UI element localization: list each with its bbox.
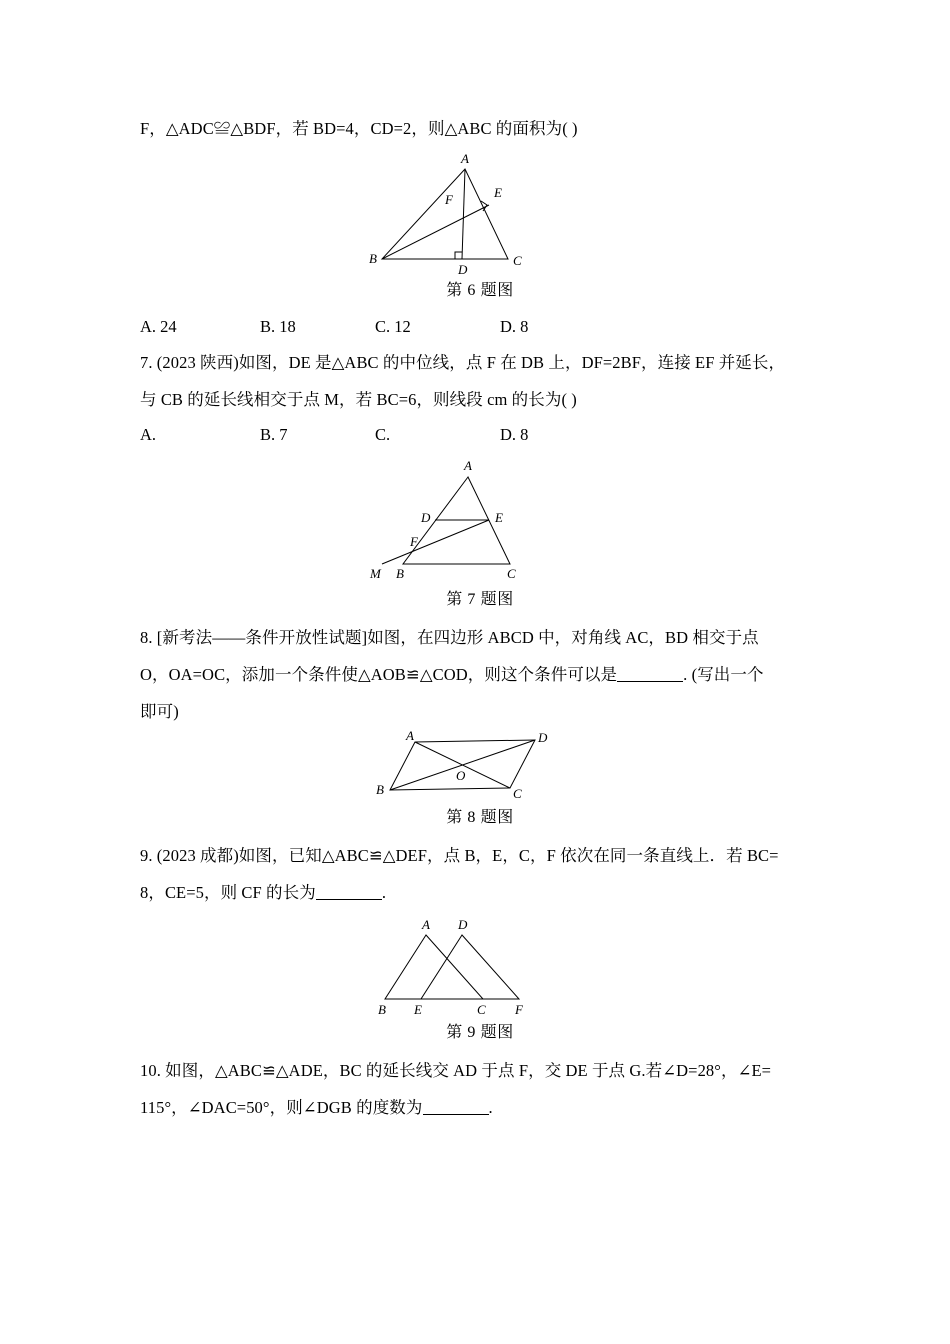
question-7-line-2: 与 CB 的延长线相交于点 M，若 BC=6，则线段 cm 的长为( ) [140, 390, 577, 409]
option-7-c[interactable]: C. [375, 425, 391, 444]
triangle-abc-outline [382, 169, 508, 259]
label-b: B [396, 566, 404, 581]
figure-question-7 [140, 452, 820, 584]
label-f: F [410, 534, 418, 549]
label-a: A [464, 458, 472, 473]
label-b: B [376, 782, 384, 797]
option-6-a[interactable]: A. 24 [140, 317, 177, 336]
question-10-line-2 [140, 1089, 820, 1126]
question-10-line-2-post: . [488, 1098, 493, 1117]
label-d: D [421, 510, 431, 525]
question-7-line-1: 7. (2023 陕西)如图，DE 是△ABC 的中位线，点 F 在 DB 上，DF=2BF，连接 EF 并延长， [140, 353, 786, 372]
answer-blank-8[interactable] [617, 666, 683, 682]
figure-6-svg [350, 147, 610, 275]
option-7-b[interactable]: B. 7 [260, 425, 288, 444]
label-a: A [422, 917, 430, 932]
label-a: A [406, 730, 414, 743]
question-6-options [140, 310, 820, 344]
label-f: F [445, 192, 453, 207]
question-10-line-2-pre: 115°，∠DAC=50°，则∠DGB 的度数为 [140, 1098, 423, 1117]
page-content [140, 110, 820, 1126]
right-angle-mark-e [481, 201, 487, 211]
right-angle-mark-d [455, 252, 462, 259]
figure-9-svg [350, 911, 610, 1017]
triangle-abc-outline [385, 935, 483, 999]
figure-6-caption: 第 6 题图 [446, 282, 514, 299]
label-b: B [378, 1002, 386, 1017]
triangle-def-outline [421, 935, 519, 999]
segment-be [382, 205, 489, 259]
label-c: C [513, 253, 522, 268]
question-6-continuation-text: F，△ADC≌△BDF，若 BD=4，CD=2，则△ABC 的面积为( ) [140, 119, 578, 138]
label-d: D [458, 262, 468, 275]
label-c: C [507, 566, 516, 581]
question-8-line-1: 8. [新考法——条件开放性试题]如图，在四边形 ABCD 中，对角线 AC，BD 相交于点 [140, 628, 759, 647]
segment-ad [462, 169, 465, 259]
option-6-d[interactable]: D. 8 [500, 317, 529, 336]
question-10-line-1: 10. 如图，△ABC≌△ADE，BC 的延长线交 AD 于点 F，交 DE 于点 G.若∠D=28°，∠E= [140, 1061, 772, 1080]
figure-question-6 [140, 147, 820, 275]
label-m: M [370, 566, 381, 581]
label-d: D [538, 730, 548, 745]
answer-blank-9[interactable] [316, 884, 382, 900]
option-7-d[interactable]: D. 8 [500, 425, 529, 444]
question-7-options [140, 418, 820, 452]
figure-7-caption: 第 7 题图 [446, 591, 514, 608]
label-c: C [513, 786, 522, 801]
figure-question-8 [140, 730, 820, 802]
question-9-line-2-pre: 8，CE=5，则 CF 的长为 [140, 883, 316, 902]
question-8-line-3: 即可) [140, 702, 179, 721]
figure-8-svg [350, 730, 610, 802]
label-o: O [456, 768, 466, 783]
label-f: F [515, 1002, 523, 1017]
question-8-line-2 [140, 656, 820, 693]
label-a: A [461, 151, 469, 166]
label-b: B [369, 251, 377, 266]
label-d: D [458, 917, 468, 932]
figure-9-caption: 第 9 题图 [446, 1024, 514, 1041]
question-9-line-2-post: . [381, 883, 387, 902]
figure-7-svg [350, 452, 610, 584]
figure-question-9 [140, 911, 820, 1017]
question-9-line-2 [140, 874, 820, 911]
option-6-b[interactable]: B. 18 [260, 317, 296, 336]
figure-8-caption: 第 8 题图 [446, 809, 514, 826]
question-8-line-2-post: . (写出一个 [683, 665, 764, 684]
question-9-line-1: 9. (2023 成都)如图，已知△ABC≌△DEF，点 B，E，C，F 依次在同一条直线上．若 BC= [140, 846, 779, 865]
option-7-a[interactable]: A. [140, 425, 157, 444]
label-e: E [494, 185, 502, 200]
label-e: E [495, 510, 503, 525]
answer-blank-10[interactable] [423, 1099, 489, 1115]
segment-em-extended [382, 520, 489, 564]
label-e: E [414, 1002, 422, 1017]
question-8-line-2-pre: O，OA=OC，添加一个条件使△AOB≌△COD，则这个条件可以是 [140, 665, 618, 684]
option-6-c[interactable]: C. 12 [375, 317, 411, 336]
label-c: C [477, 1002, 486, 1017]
